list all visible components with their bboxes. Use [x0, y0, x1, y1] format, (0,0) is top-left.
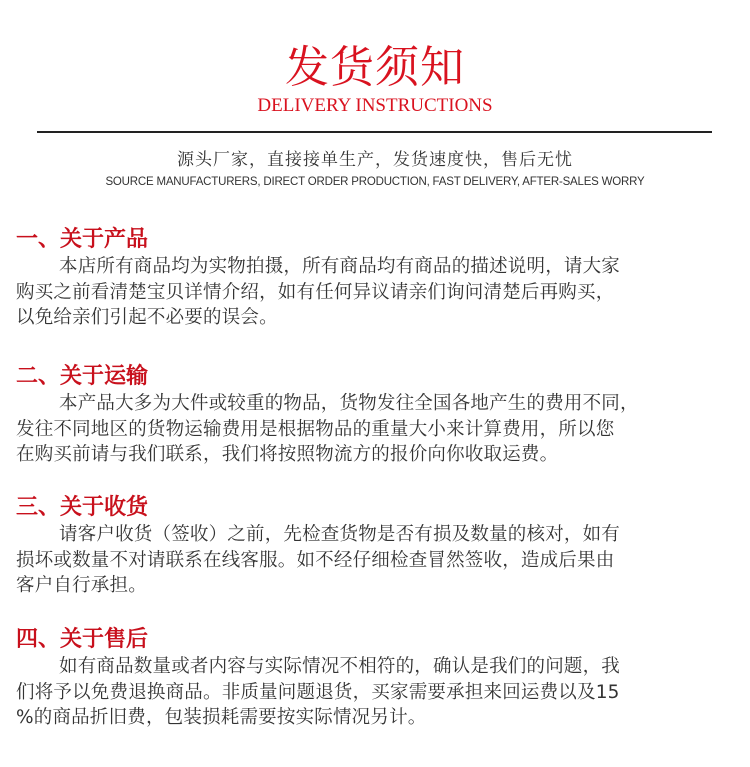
page-title: 发货须知 — [285, 42, 465, 93]
section-heading: 一、关于产品 — [16, 227, 149, 252]
section-product — [16, 226, 746, 331]
section-receiving — [16, 494, 746, 599]
body-line: 在购买前请与我们联系，我们将按照物流方的报价向你收取运费。 — [16, 444, 559, 465]
subtitle: 源头厂家，直接接单生产，发货速度快，售后无忧 — [177, 150, 573, 170]
body-line: 损坏或数量不对请联系在线客服。如不经仔细检查冒然签收，造成后果由 — [16, 549, 615, 571]
subtitle-english: SOURCE MANUFACTURERS, DIRECT ORDER PRODUCTION, FAST DELIVERY, AFTER-SALES WORRY — [105, 176, 645, 188]
body-line: 本店所有商品均为实物拍摄，所有商品均有商品的描述说明，请大家 — [59, 256, 621, 277]
body-line: 请客户收货（签收）之前，先检查货物是否有损及数量的核对，如有 — [59, 524, 621, 545]
section-shipping — [16, 363, 746, 468]
section-heading: 四、关于售后 — [16, 627, 149, 652]
divider — [37, 131, 712, 133]
body-line: 购买之前看清楚宝贝详情介绍，如有任何异议请亲们询问清楚后再购买， — [16, 281, 615, 303]
body-line: 如有商品数量或者内容与实际情况不相符的，确认是我们的问题，我 — [59, 656, 621, 677]
body-line: 们将予以免费退换商品。非质量问题退货，买家需要承担来回运费以及15 — [16, 681, 620, 703]
section-after-sales — [16, 626, 746, 731]
page-title-english: DELIVERY INSTRUCTIONS — [257, 95, 493, 116]
section-heading: 三、关于收货 — [16, 495, 149, 520]
body-line: 发往不同地区的货物运输费用是根据物品的重量大小来计算费用，所以您 — [16, 418, 615, 440]
body-line: 以免给亲们引起不必要的误会。 — [16, 307, 278, 328]
body-line: 客户自行承担。 — [16, 575, 147, 596]
section-heading: 二、关于运输 — [16, 364, 149, 389]
body-line: 本产品大多为大件或较重的物品，货物发往全国各地产生的费用不同， — [59, 393, 639, 414]
body-line: %的商品折旧费，包装损耗需要按实际情况另计。 — [16, 707, 427, 728]
